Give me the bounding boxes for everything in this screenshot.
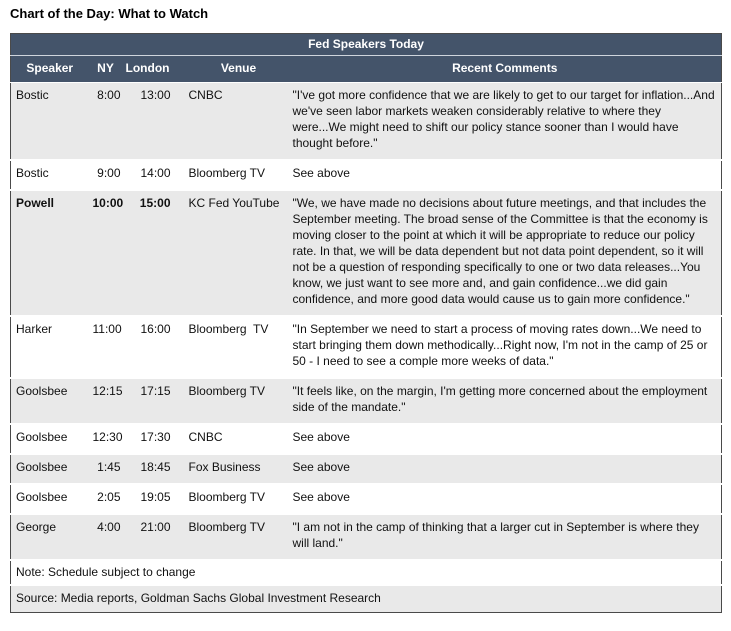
col-header-speaker: Speaker — [11, 56, 89, 83]
comments-cell: "It feels like, on the margin, I'm getting more concerned about the employment side of the mandate." — [289, 378, 722, 424]
table-row — [11, 316, 722, 378]
comments-cell: "We, we have made no decisions about future meetings, and that includes the September meeting. The broad sense of the Committee is that the economy is moving closer to the point at which it will be appropriate to reduce our policy rate. In that, we will be data dependent but not data point dependent, so it will not be a question of responding specifically to one or two data releases...You know, we just want to see more and, and gain confidence...we did gain confidence, and more good data would cause us to gain more confidence." — [289, 190, 722, 316]
venue-cell: CNBC — [173, 83, 289, 161]
note-text: Note: Schedule subject to change — [11, 560, 722, 585]
table-title: Fed Speakers Today — [11, 34, 722, 56]
table-row — [11, 424, 722, 454]
note-row — [11, 560, 722, 585]
col-header-recent-comments: Recent Comments — [289, 56, 722, 83]
london-time-cell: 14:00 — [123, 160, 173, 190]
london-time-cell: 16:00 — [123, 316, 173, 378]
ny-time-cell: 4:00 — [89, 514, 123, 560]
london-time-cell: 13:00 — [123, 83, 173, 161]
source-text: Source: Media reports, Goldman Sachs Global Investment Research — [11, 585, 722, 613]
london-time-cell: 19:05 — [123, 484, 173, 514]
venue-cell: Bloomberg TV — [173, 378, 289, 424]
table-row — [11, 160, 722, 190]
fed-speakers-table — [10, 33, 722, 613]
table-row — [11, 484, 722, 514]
col-header-venue: Venue — [173, 56, 289, 83]
speaker-cell: Bostic — [11, 83, 89, 161]
venue-cell: Bloomberg TV — [173, 160, 289, 190]
speaker-cell: Goolsbee — [11, 454, 89, 484]
speaker-cell: Powell — [11, 190, 89, 316]
speaker-cell: Goolsbee — [11, 378, 89, 424]
ny-time-cell: 11:00 — [89, 316, 123, 378]
speaker-cell: Bostic — [11, 160, 89, 190]
ny-time-cell: 2:05 — [89, 484, 123, 514]
table-row — [11, 514, 722, 560]
venue-cell: CNBC — [173, 424, 289, 454]
col-header-ny: NY — [89, 56, 123, 83]
speaker-cell: Goolsbee — [11, 424, 89, 454]
ny-time-cell: 12:15 — [89, 378, 123, 424]
comments-cell: "In September we need to start a process of moving rates down...We need to start bringing them down methodically...Right now, I'm not in the camp of 25 or 50 - I need to see a comple more weeks of data." — [289, 316, 722, 378]
column-header-row — [11, 56, 722, 83]
comments-cell: See above — [289, 484, 722, 514]
venue-cell: Bloomberg TV — [173, 484, 289, 514]
ny-time-cell: 1:45 — [89, 454, 123, 484]
table-row — [11, 378, 722, 424]
fed-speakers-table-wrap — [10, 33, 722, 613]
london-time-cell: 21:00 — [123, 514, 173, 560]
london-time-cell: 18:45 — [123, 454, 173, 484]
venue-cell: Fox Business — [173, 454, 289, 484]
ny-time-cell: 12:30 — [89, 424, 123, 454]
ny-time-cell: 10:00 — [89, 190, 123, 316]
source-row — [11, 585, 722, 613]
london-time-cell: 15:00 — [123, 190, 173, 316]
comments-cell: "I've got more confidence that we are likely to get to our target for inflation...And we've seen labor markets weaken considerably relative to where they were...We might need to shift our policy stance sooner than I would have thought before." — [289, 83, 722, 161]
speaker-cell: Goolsbee — [11, 484, 89, 514]
speaker-cell: Harker — [11, 316, 89, 378]
ny-time-cell: 8:00 — [89, 83, 123, 161]
ny-time-cell: 9:00 — [89, 160, 123, 190]
venue-cell: KC Fed YouTube — [173, 190, 289, 316]
london-time-cell: 17:30 — [123, 424, 173, 454]
col-header-london: London — [123, 56, 173, 83]
page-title: Chart of the Day: What to Watch — [10, 6, 209, 21]
venue-cell: Bloomberg TV — [173, 514, 289, 560]
comments-cell: See above — [289, 160, 722, 190]
table-row — [11, 190, 722, 316]
speaker-cell: George — [11, 514, 89, 560]
table-title-row — [11, 34, 722, 56]
venue-cell: Bloomberg TV — [173, 316, 289, 378]
comments-cell: See above — [289, 424, 722, 454]
table-row — [11, 454, 722, 484]
london-time-cell: 17:15 — [123, 378, 173, 424]
comments-cell: See above — [289, 454, 722, 484]
comments-cell: "I am not in the camp of thinking that a larger cut in September is where they will land." — [289, 514, 722, 560]
table-row — [11, 83, 722, 161]
